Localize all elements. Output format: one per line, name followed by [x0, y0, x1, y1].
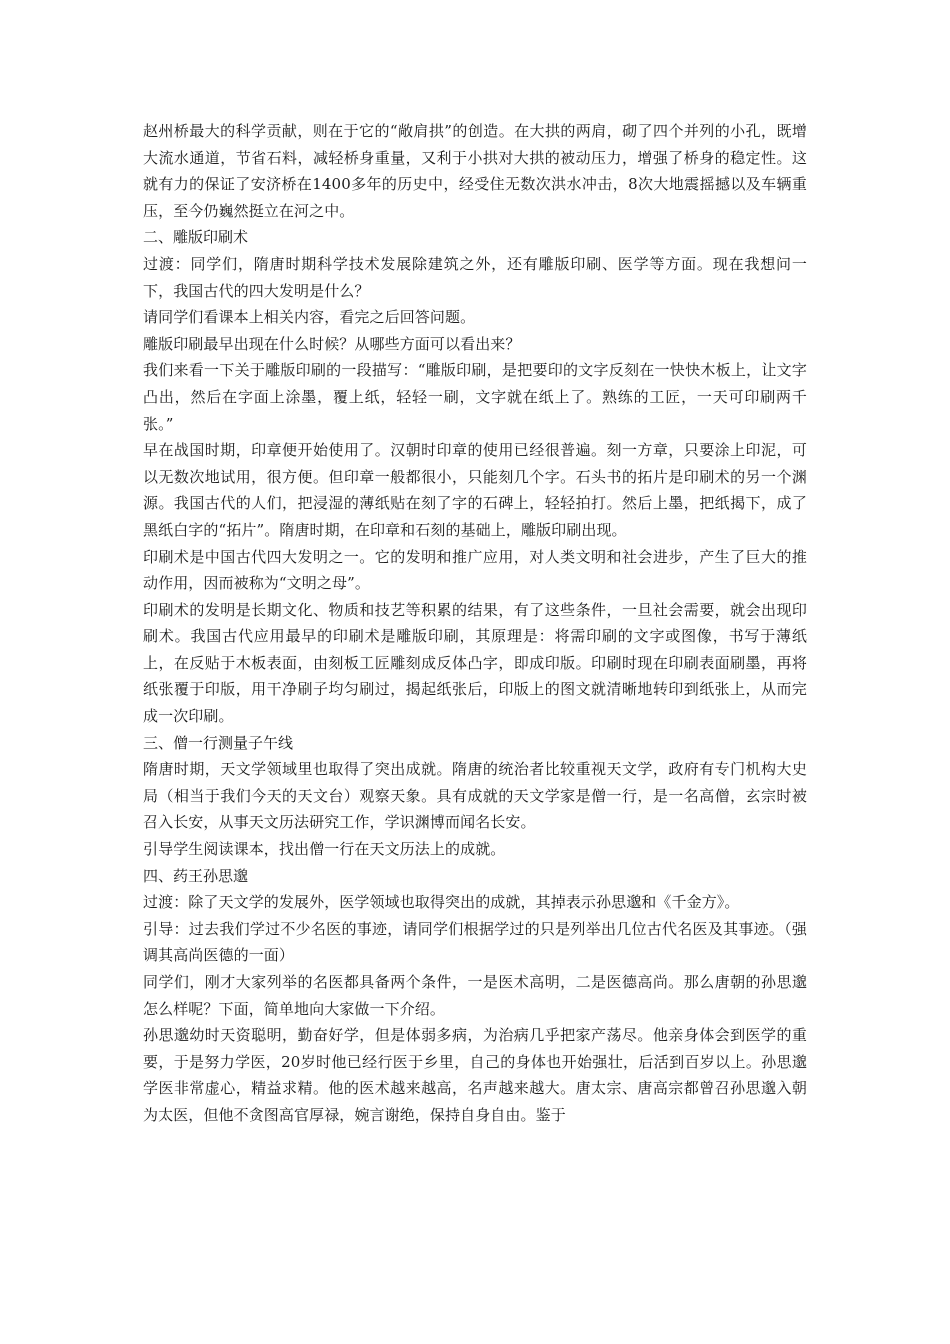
paragraph: 印刷术是中国古代四大发明之一。它的发明和推广应用，对人类文明和社会进步，产生了巨大的推动作用，因而被称为“文明之母”。 [143, 547, 807, 593]
paragraph: 同学们，刚才大家列举的名医都具备两个条件，一是医术高明，二是医德高尚。那么唐朝的孙思邈怎么样呢？下面，简单地向大家做一下介绍。 [143, 973, 807, 1018]
paragraph: 雕版印刷最早出现在什么时候？从哪些方面可以看出来？ [143, 334, 521, 353]
section-heading-sun-simiao: 四、药王孙思邈 [143, 866, 249, 885]
paragraph: 早在战国时期，印章便开始使用了。汉朝时印章的使用已经很普遍。刻一方章，只要涂上印泥，可以无数次地试用，很方便。但印章一般都很小，只能刻几个字。石头书的拓片是印刷术的另一个渊源。我国古代的人们，把浸湿的薄纸贴在刻了字的石碑上，轻轻拍打。然后上墨，把纸揭下，成了黑纸白字的“拓片”。隋唐时期，在印章和石刻的基础上，雕版印刷出现。 [143, 441, 807, 539]
paragraph: 引导：过去我们学过不少名医的事迹，请同学们根据学过的只是列举出几位古代名医及其事迹。（强调其高尚医德的一面） [143, 919, 807, 965]
paragraph: 孙思邈幼时天资聪明，勤奋好学，但是体弱多病，为治病几乎把家产荡尽。他亲身体会到医学的重要，于是努力学医，20岁时他已经行医于乡里，自己的身体也开始强壮，后活到百岁以上。孙思邈学医非常虚心，精益求精。他的医术越来越高，名声越来越大。唐太宗、唐高宗都曾召孙思邈入朝为太医，但他不贪图高官厚禄，婉言谢绝，保持自身自由。鉴于 [143, 1026, 807, 1124]
paragraph: 过渡：除了天文学的发展外，医学领域也取得突出的成就，其掉表示孙思邈和《千金方》。 [143, 893, 740, 912]
paragraph: 赵州桥最大的科学贡献，则在于它的“敞肩拱”的创造。在大拱的两肩，砌了四个并列的小孔，既增大流水通道，节省石料，减轻桥身重量，又利于小拱对大拱的被动压力，增强了桥身的稳定性。这就有力的保证了安济桥在1400多年的历史中，经受住无数次洪水冲击，8次大地震摇撼以及车辆重压，至今仍巍然挺立在河之中。 [143, 122, 807, 220]
paragraph: 印刷术的发明是长期文化、物质和技艺等积累的结果，有了这些条件，一旦社会需要，就会出现印刷术。我国古代应用最早的印刷术是雕版印刷，其原理是：将需印刷的文字或图像，书写于薄纸上，在反贴于木板表面，由刻板工匠雕刻成反体凸字，即成印版。印刷时现在印刷表面刷墨，再将纸张覆于印版，用干净刷子均匀刷过，揭起纸张后，印版上的图文就清晰地转印到纸张上，从而完成一次印刷。 [143, 600, 807, 726]
paragraph: 我们来看一下关于雕版印刷的一段描写：“雕版印刷，是把要印的文字反刻在一快快木板上，让文字凸出，然后在字面上涂墨，覆上纸，轻轻一刷，文字就在纸上了。熟练的工匠，一天可印刷两千张。” [143, 361, 807, 433]
section-heading-printing: 二、雕版印刷术 [143, 228, 249, 247]
paragraph: 隋唐时期，天文学领域里也取得了突出成就。隋唐的统治者比较重视天文学，政府有专门机构大史局（相当于我们今天的天文台）观察天象。具有成就的天文学家是僧一行，是一名高僧，玄宗时被召入长安，从事天文历法研究工作，学识渊博而闻名长安。 [143, 760, 807, 832]
paragraph: 请同学们看课本上相关内容，看完之后回答问题。 [143, 308, 476, 327]
document-body [143, 118, 807, 1129]
section-heading-meridian: 三、僧一行测量子午线 [143, 733, 294, 752]
paragraph: 引导学生阅读课本，找出僧一行在天文历法上的成就。 [143, 840, 506, 859]
paragraph: 过渡：同学们，隋唐时期科学技术发展除建筑之外，还有雕版印刷、医学等方面。现在我想问一下，我国古代的四大发明是什么？ [143, 254, 807, 300]
